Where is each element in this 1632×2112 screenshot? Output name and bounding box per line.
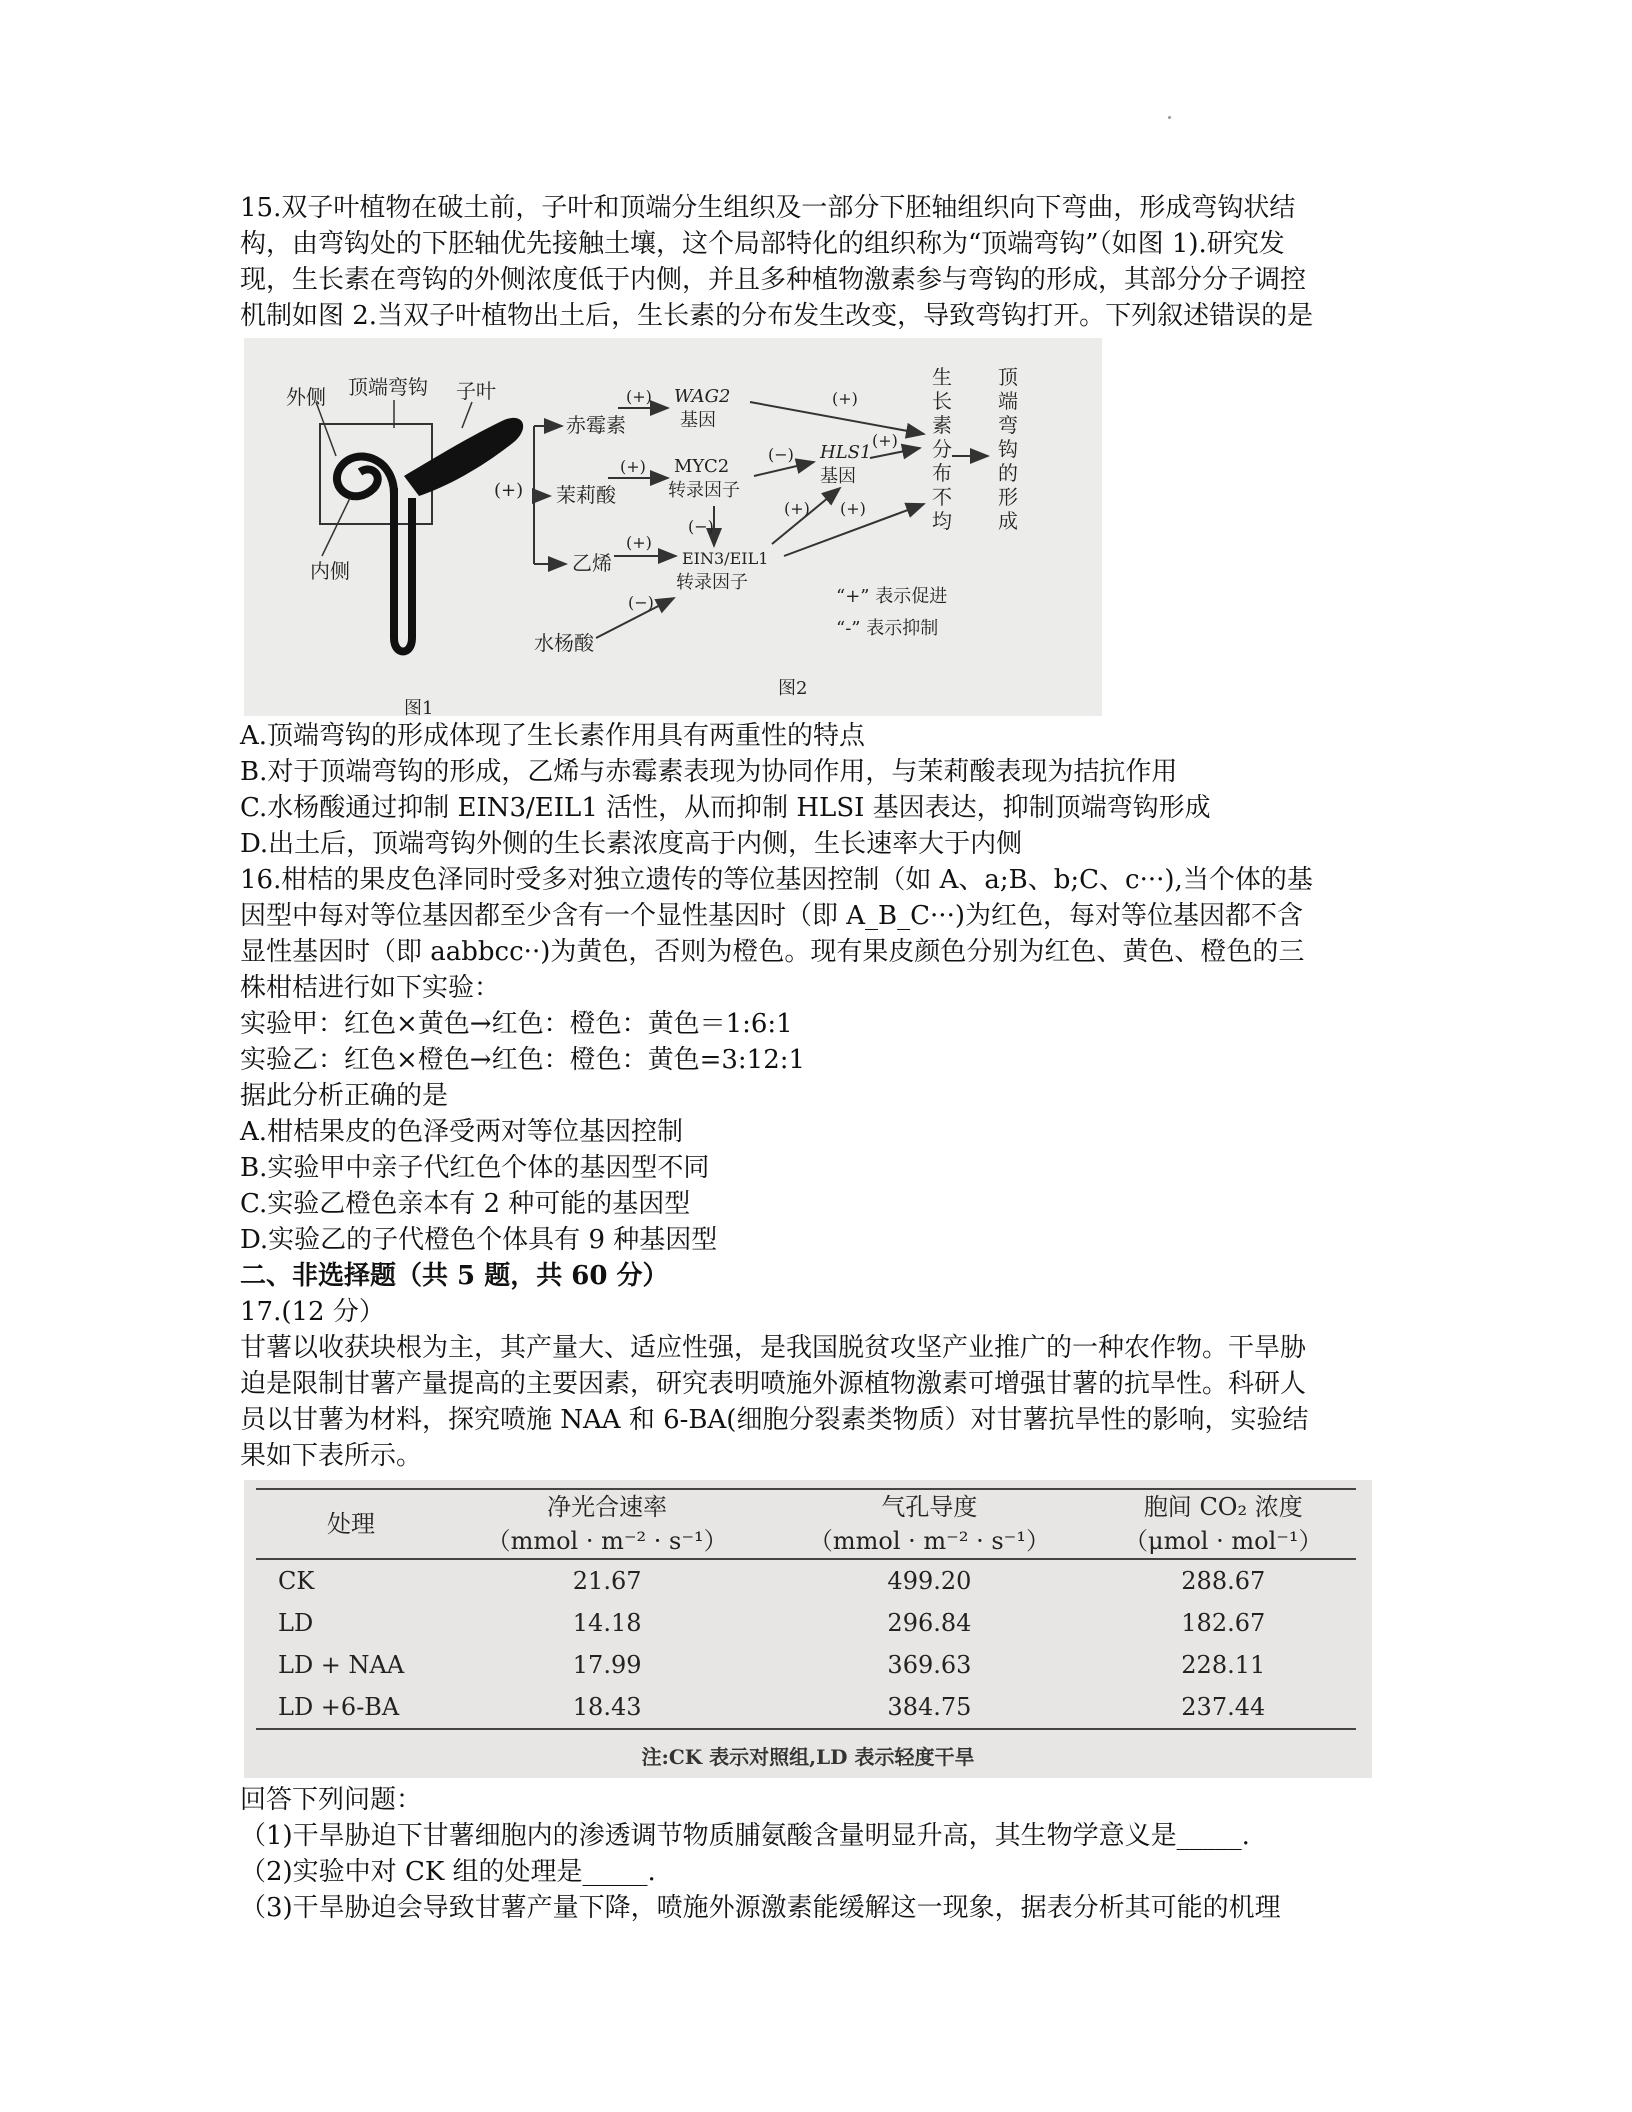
- sign-myc2-ein3: (−): [688, 517, 714, 536]
- sign-ein3-hls1: (+): [784, 499, 810, 518]
- result-char-4: 钩: [998, 437, 1018, 461]
- row-ld-naa-ci: 228.11: [1181, 1651, 1266, 1679]
- page-speck: [1168, 116, 1171, 119]
- row-ck-name: CK: [278, 1567, 315, 1595]
- node-ein3-b: 转录因子: [676, 572, 748, 593]
- sign-ga-wag2: (+): [626, 387, 652, 406]
- auxin-char-1: 生: [932, 365, 952, 389]
- table-note: 注:CK 表示对照组,LD 表示轻度干旱: [641, 1745, 975, 1769]
- auxin-distribution-column: [932, 365, 952, 533]
- row-ld-naa-pn: 17.99: [572, 1651, 642, 1679]
- figure2-network: [494, 365, 1019, 699]
- result-char-1: 顶: [998, 365, 1018, 389]
- sign-myc2-hls1: (−): [768, 445, 794, 464]
- q15-line-3: 现，生长素在弯钩的外侧浓度低于内侧，并且多种植物激素参与弯钩的形成，其部分分子调控: [240, 265, 1307, 295]
- q17-line-3: 员以甘薯为材料，探究喷施 NAA 和 6-BA(细胞分裂素类物质）对甘薯抗旱性的影响，实验结: [240, 1405, 1309, 1435]
- node-jasmonic: 茉莉酸: [556, 483, 616, 507]
- unit-stomatal-conductance: （mmol · m⁻² · s⁻¹）: [768, 1524, 1090, 1559]
- q17-sub-2: （2)实验中对 CK 组的处理是_____.: [240, 1857, 656, 1887]
- result-char-7: 成: [998, 509, 1018, 533]
- hook-curve: [337, 456, 394, 496]
- node-hls1-a: HLS1: [820, 442, 872, 463]
- q17-table: [256, 1488, 1356, 1730]
- auxin-char-7: 均: [932, 509, 952, 533]
- table-row: [256, 1686, 1356, 1729]
- q17-answer-prompt: 回答下列问题：: [240, 1785, 423, 1815]
- q17-line-1: 甘薯以收获块根为主，其产量大、适应性强，是我国脱贫攻坚产业推广的一种农作物。干旱胁: [240, 1333, 1307, 1363]
- node-wag2-b: 基因: [680, 410, 716, 431]
- q15-option-c: C.水杨酸通过抑制 EIN3/EIL1 活性，从而抑制 HLSI 基因表达，抑制顶端弯钩形成: [240, 793, 1211, 823]
- q15-line-2: 构，由弯钩处的下胚轴优先接触土壤，这个局部特化的组织称为“顶端弯钩”（如图 1).研究发: [240, 229, 1285, 259]
- unit-net-photosynthesis: （mmol · m⁻² · s⁻¹）: [446, 1524, 768, 1559]
- q16-option-d: D.实验乙的子代橙色个体具有 9 种基因型: [240, 1225, 718, 1255]
- q16-experiment-1: 实验甲：红色×黄色→红色：橙色：黄色＝1:6:1: [240, 1009, 793, 1039]
- node-ein3-a: EIN3/EIL1: [682, 549, 769, 568]
- auxin-char-5: 布: [932, 461, 952, 485]
- row-ld-6ba-ci: 237.44: [1091, 1686, 1356, 1729]
- sign-sa-ein3: (−): [628, 593, 654, 612]
- bracket-plus: (+): [494, 480, 524, 501]
- result-char-5: 的: [998, 461, 1018, 485]
- row-ld-ci: 182.67: [1181, 1609, 1266, 1637]
- label-hook: 顶端弯钩: [348, 375, 428, 399]
- q16-option-a: A.柑桔果皮的色泽受两对等位基因控制: [240, 1117, 684, 1147]
- unit-intercellular-co2: （μmol · mol⁻¹）: [1091, 1524, 1356, 1559]
- result-char-2: 端: [998, 389, 1018, 413]
- section-heading: 二、非选择题（共 5 题，共 60 分）: [240, 1261, 669, 1291]
- q15-line-1: 15.双子叶植物在破土前，子叶和顶端分生组织及一部分下胚轴组织向下弯曲，形成弯钩状结: [240, 193, 1296, 223]
- q16-line-2: 因型中每对等位基因都至少含有一个显性基因时（即 A_B_C···)为红色，每对等位基因都不含: [240, 901, 1303, 931]
- node-myc2-b: 转录因子: [668, 480, 740, 501]
- sign-eth-ein3: (+): [626, 533, 652, 552]
- row-ld-6ba-gs: 384.75: [768, 1686, 1090, 1729]
- q16-option-b: B.实验甲中亲子代红色个体的基因型不同: [240, 1153, 710, 1183]
- q15-option-d: D.出土后，顶端弯钩外侧的生长素浓度高于内侧，生长速率大于内侧: [240, 829, 1023, 859]
- node-wag2-a: WAG2: [674, 386, 731, 407]
- node-salicylic: 水杨酸: [534, 631, 594, 655]
- row-ld-name: LD: [278, 1609, 314, 1637]
- pointer-inner: [322, 498, 350, 556]
- row-ck-gs: 499.20: [887, 1567, 972, 1595]
- col-treatment: 处理: [256, 1489, 446, 1559]
- table-row: [256, 1602, 1356, 1644]
- figure1-seedling: [286, 375, 523, 716]
- node-ethylene: 乙烯: [572, 551, 612, 575]
- q15-option-b: B.对于顶端弯钩的形成，乙烯与赤霉素表现为协同作用，与茉莉酸表现为拮抗作用: [240, 757, 1178, 787]
- q17-sub-3: （3)干旱胁迫会导致甘薯产量下降，喷施外源激素能缓解这一现象，据表分析其可能的机理: [240, 1893, 1281, 1923]
- pointer-cotyledon: [462, 402, 472, 428]
- node-myc2-a: MYC2: [674, 456, 730, 477]
- q17-sub-1: （1)干旱胁迫下甘薯细胞内的渗透调节物质脯氨酸含量明显升高，其生物学意义是_____.: [240, 1821, 1250, 1851]
- hook-formation-column: [998, 365, 1019, 533]
- auxin-char-6: 不: [932, 485, 952, 509]
- col-stomatal-conductance: 气孔导度: [768, 1489, 1090, 1524]
- sign-ein3-auxin: (+): [840, 499, 866, 518]
- q16-option-c: C.实验乙橙色亲本有 2 种可能的基因型: [240, 1189, 691, 1219]
- q16-prompt: 据此分析正确的是: [240, 1081, 449, 1111]
- q15-option-a: A.顶端弯钩的形成体现了生长素作用具有两重性的特点: [240, 721, 866, 751]
- label-outer: 外侧: [286, 385, 326, 409]
- row-ck-pn: 21.67: [572, 1567, 642, 1595]
- q17-table-photo: [244, 1480, 1372, 1778]
- row-ck-ci: 288.67: [1181, 1567, 1266, 1595]
- label-inner: 内侧: [310, 559, 350, 583]
- arrow-myc2-hls1: [754, 462, 814, 476]
- q16-experiment-2: 实验乙：红色×橙色→红色：橙色：黄色=3:12:1: [240, 1045, 806, 1075]
- exam-page: [240, 190, 1360, 1926]
- row-ld-pn: 14.18: [572, 1609, 642, 1637]
- figure1-caption: 图1: [404, 698, 434, 716]
- result-char-6: 形: [998, 485, 1018, 509]
- col-net-photosynthesis: 净光合速率: [446, 1489, 768, 1524]
- table-row: [256, 1559, 1356, 1602]
- table-row: [256, 1644, 1356, 1686]
- q15-figure-svg: [244, 338, 1102, 716]
- result-char-3: 弯: [998, 413, 1018, 437]
- row-ld-naa-gs: 369.63: [887, 1651, 972, 1679]
- legend-minus: “-” 表示抑制: [836, 618, 939, 639]
- figure2-caption: 图2: [778, 678, 808, 699]
- sign-wag2-auxin: (+): [832, 389, 858, 408]
- legend-plus: “+” 表示促进: [836, 586, 948, 607]
- sign-ja-myc2: (+): [620, 457, 646, 476]
- q16-line-3: 显性基因时（即 aabbcc··)为黄色，否则为橙色。现有果皮颜色分别为红色、黄色、橙色的三: [240, 937, 1305, 967]
- q16-line-1: 16.柑桔的果皮色泽同时受多对独立遗传的等位基因控制（如 A、a;B、b;C、c···),当个体的基: [240, 865, 1313, 895]
- q15-figure: [244, 338, 1102, 716]
- row-ld-6ba-pn: 18.43: [446, 1686, 768, 1729]
- node-gibberellin: 赤霉素: [566, 413, 626, 437]
- col-intercellular-co2: 胞间 CO₂ 浓度: [1091, 1489, 1356, 1524]
- q17-line-4: 果如下表所示。: [240, 1441, 423, 1471]
- auxin-char-3: 素: [932, 413, 952, 437]
- auxin-char-2: 长: [932, 389, 952, 413]
- row-ld-gs: 296.84: [887, 1609, 972, 1637]
- q17-line-2: 迫是限制甘薯产量提高的主要因素，研究表明喷施外源植物激素可增强甘薯的抗旱性。科研人: [240, 1369, 1307, 1399]
- sign-hls1-auxin: (+): [872, 431, 898, 450]
- auxin-char-4: 分: [932, 437, 952, 461]
- label-cotyledon: 子叶: [456, 379, 496, 403]
- node-hls1-b: 基因: [820, 466, 856, 487]
- row-ld-naa-name: LD + NAA: [278, 1651, 405, 1679]
- q15-line-4: 机制如图 2.当双子叶植物出土后，生长素的分布发生改变，导致弯钩打开。下列叙述错误的是: [240, 301, 1314, 331]
- hypocotyl: [394, 488, 412, 652]
- q17-head: 17.(12 分）: [240, 1297, 385, 1327]
- row-ld-6ba-name: LD +6-BA: [256, 1686, 446, 1729]
- q16-line-4: 株柑桔进行如下实验：: [240, 973, 501, 1003]
